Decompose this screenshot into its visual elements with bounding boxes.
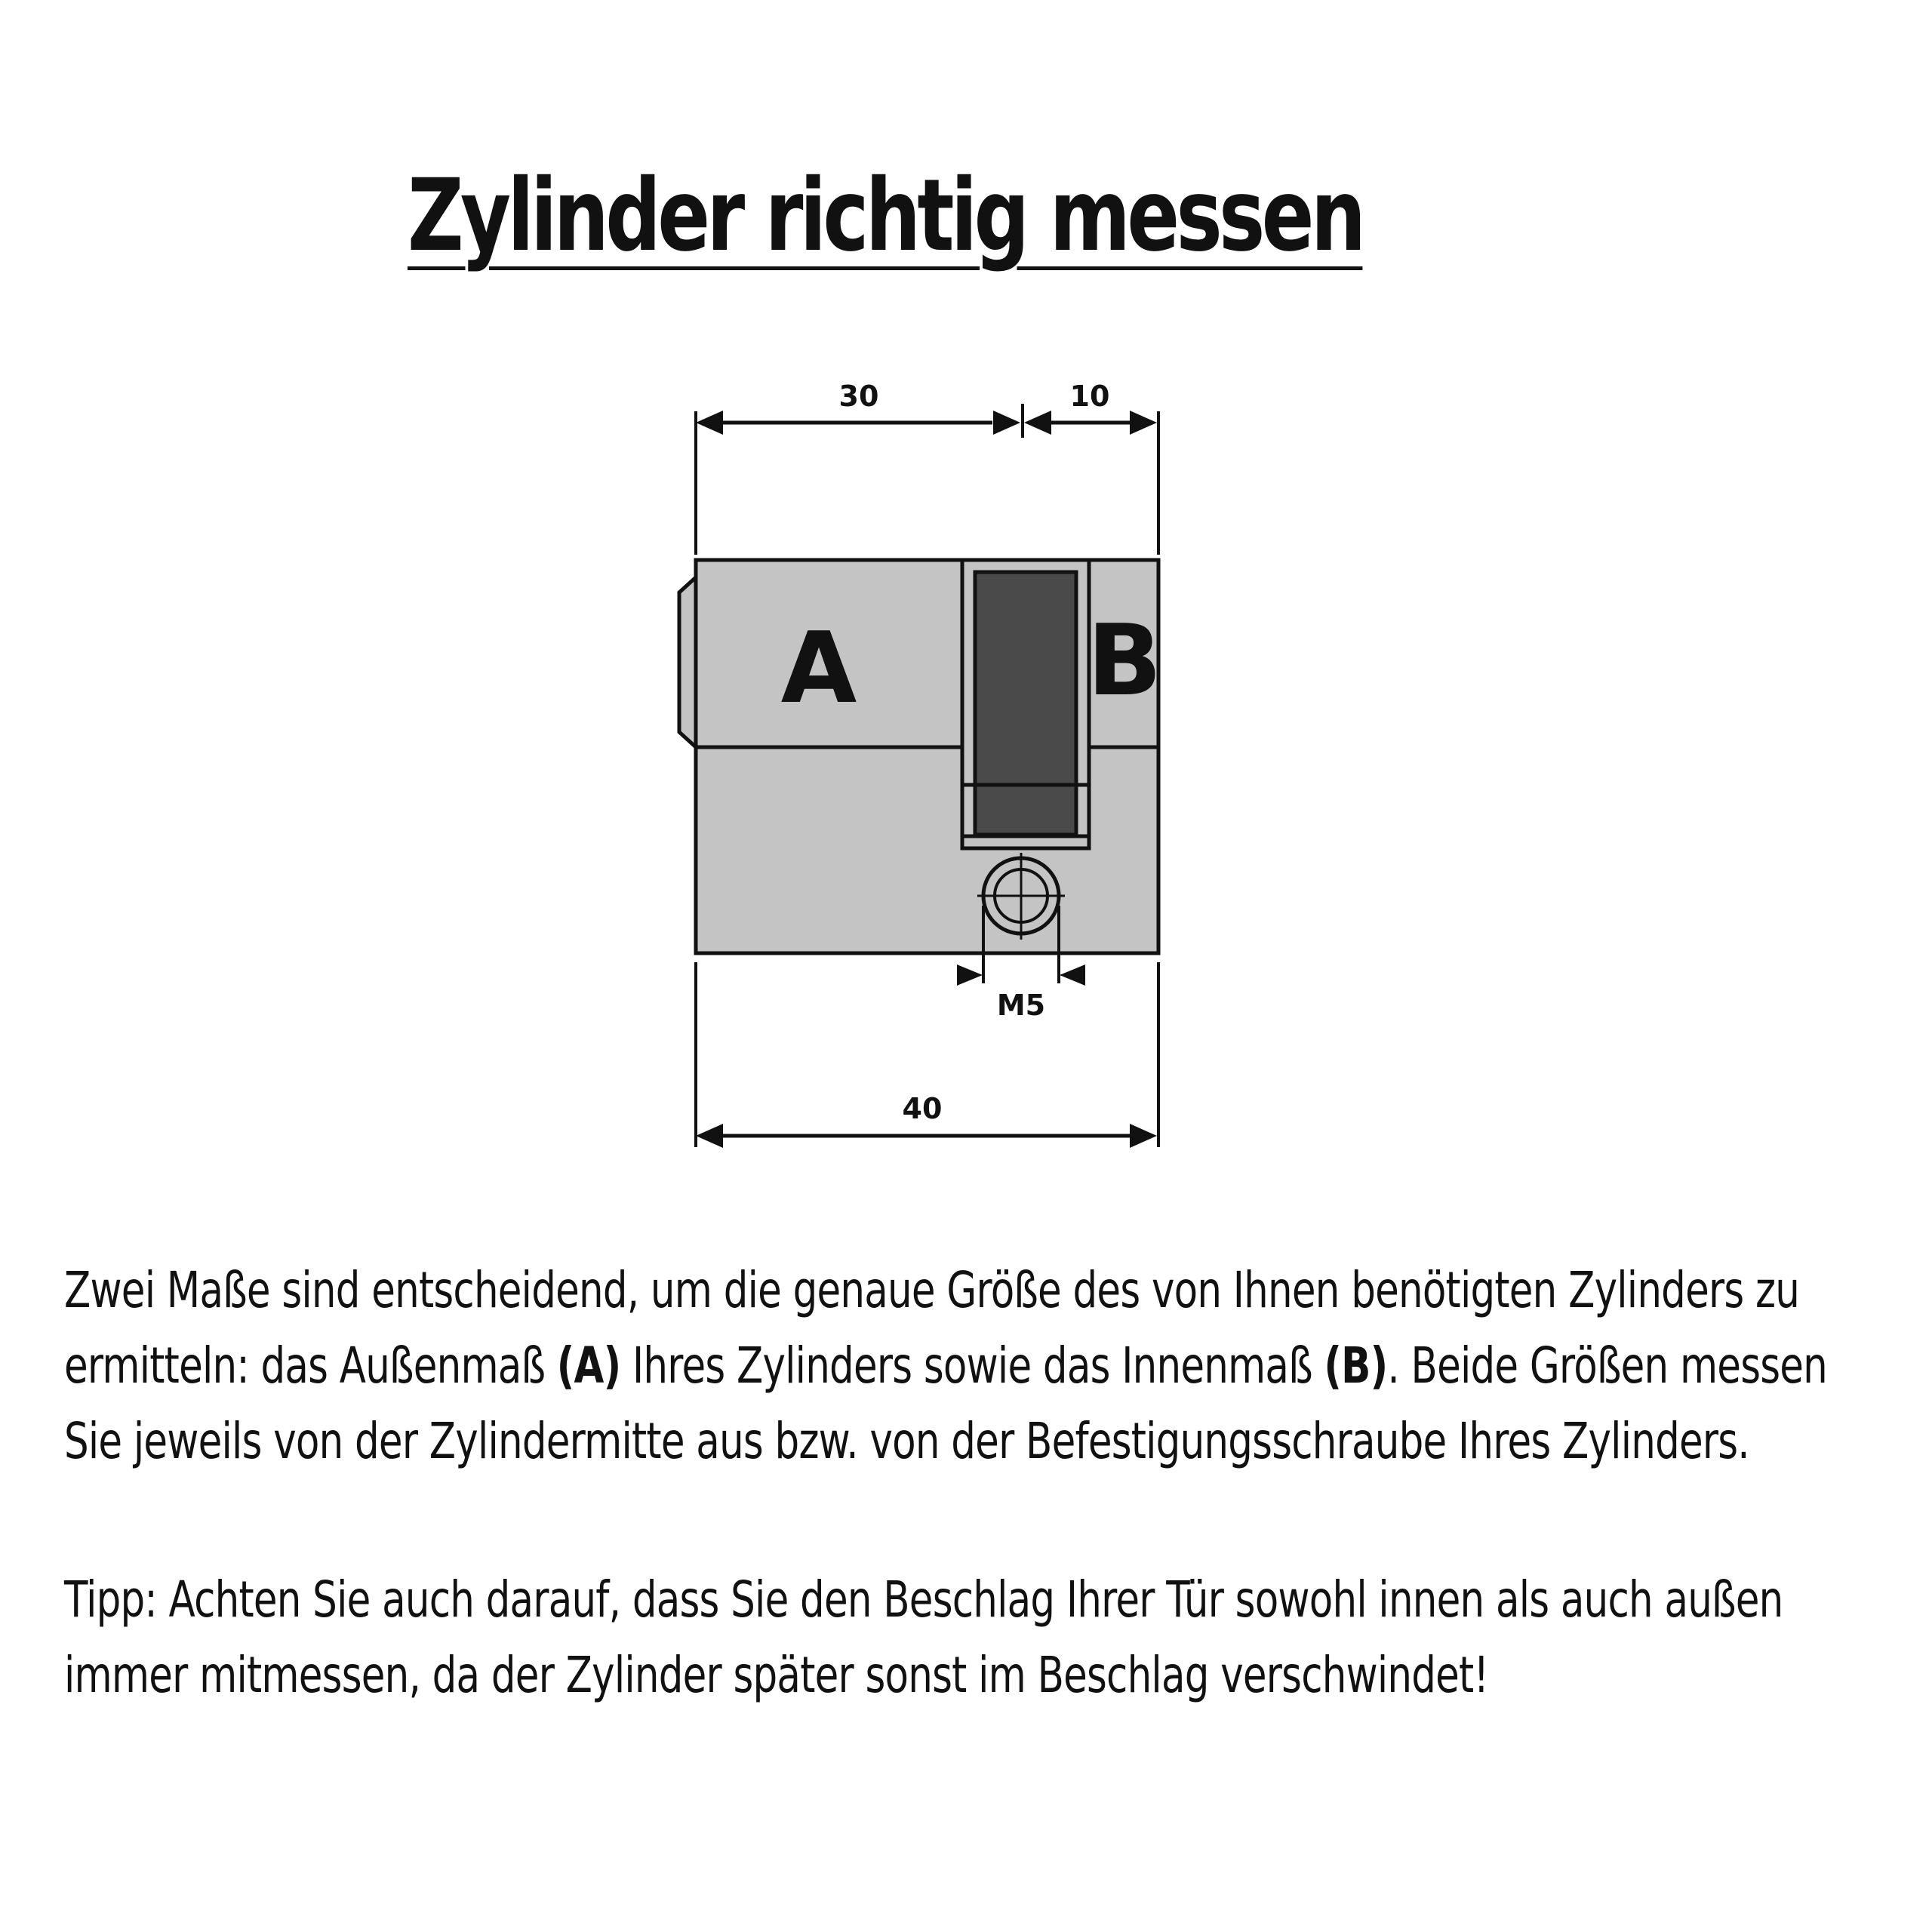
label-a: A [780, 611, 857, 725]
label-b: B [1087, 603, 1162, 718]
dimension-b-label: 10 [1069, 380, 1110, 413]
arrow-head-right [1060, 964, 1085, 986]
arrow-head-left [957, 964, 983, 986]
instruction-line-2-part-2: Ihres Zylinders sowie das Innenmaß [620, 1337, 1324, 1395]
instruction-line-2 [64, 1328, 1889, 1404]
instruction-paragraph [64, 1253, 1889, 1479]
arrow-head-left [696, 411, 723, 435]
instruction-line-3: Sie jeweils von der Zylindermitte aus bzw. von der Befestigungsschraube Ihres Zylinders. [64, 1412, 1749, 1470]
arrow-head-right [993, 411, 1020, 435]
instruction-label-b: (B) [1324, 1337, 1388, 1395]
instruction-label-a: (A) [556, 1337, 621, 1395]
arrow-head-left [1024, 411, 1051, 435]
instruction-line-2-part-3: . Beide Größen messen [1387, 1337, 1828, 1395]
instruction-line-2-part-1: ermitteln: das Außenmaß [64, 1337, 557, 1395]
tip-line-2: immer mitmessen, da der Zylinder später sonst im Beschlag verschwindet! [64, 1646, 1489, 1704]
instruction-line-1: Zwei Maße sind entscheidend, um die genaue Größe des von Ihnen benötigten Zylinders zu [64, 1261, 1800, 1319]
dimension-total-label: 40 [902, 1092, 943, 1125]
dimension-b [1024, 380, 1157, 435]
cam [975, 572, 1076, 835]
dimension-a-label: 30 [838, 380, 879, 413]
arrow-head-right [1130, 1124, 1157, 1148]
arrow-head-left [696, 1124, 723, 1148]
dimension-total [696, 1092, 1157, 1148]
tip-paragraph [64, 1562, 1889, 1713]
cylinder-left-tab [679, 577, 696, 747]
page-title: Zylinder richtig messen [408, 158, 1363, 274]
tip-line-1: Tipp: Achten Sie auch darauf, dass Sie den Beschlag Ihrer Tür sowohl innen als auch außen [64, 1571, 1783, 1629]
dimension-screw [957, 964, 1085, 1022]
arrow-head-right [1130, 411, 1157, 435]
dimension-a [696, 380, 1020, 435]
screw-hole [977, 853, 1065, 983]
dimension-screw-label: M5 [996, 989, 1046, 1022]
